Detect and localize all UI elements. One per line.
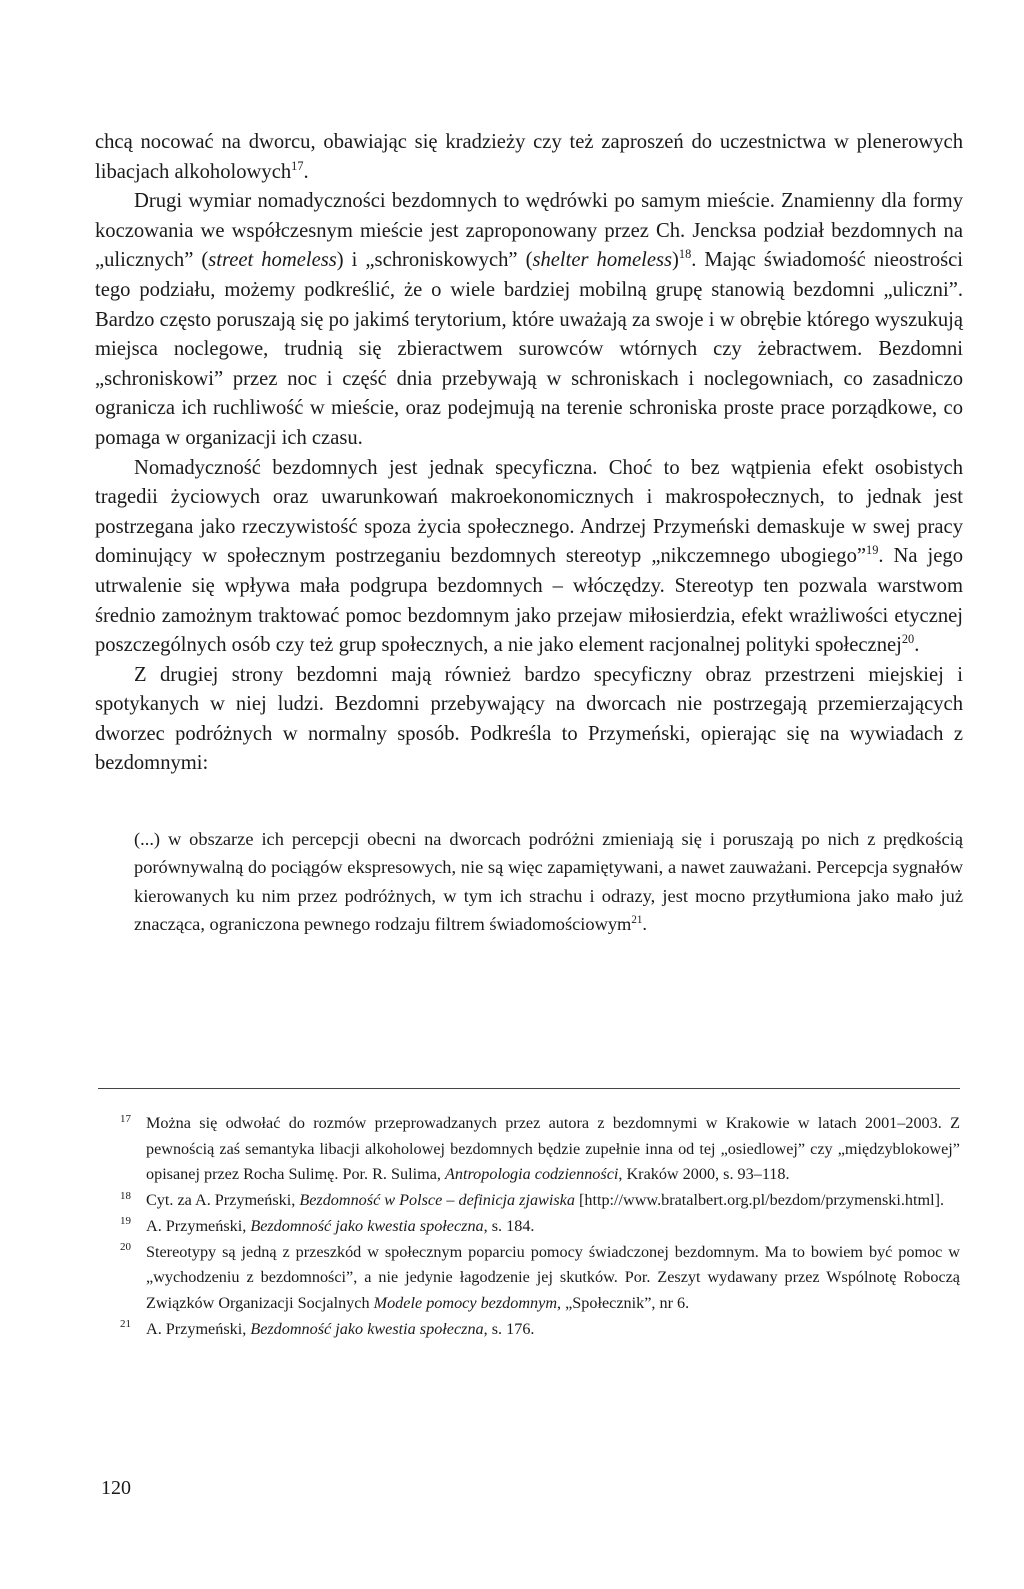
footnote-ref[interactable]: 19	[866, 543, 879, 558]
paragraph-3	[95, 454, 963, 661]
quote-body: .	[642, 914, 648, 935]
footnote-ref[interactable]: 17	[291, 158, 304, 173]
paragraph-text: . Mając świadomość nieostrości tego podziału, możemy podkreślić, że o wiele bardziej mobilną grupę stanowią bezdomni „uliczni”. Bardzo często poruszają się po jakimś terytorium, które uważają za swoje i w obrębie którego wyszukują miejsca noclegowe, trudnią się zbieractwem surowców wtórnych czy żebractwem. Bezdomni „schroniskowi” przez noc i część dnia przebywają w schroniskach i noclegowniach, co zasadniczo ogranicza ich ruchliwość w mieście, oraz podejmują na terenie schroniska proste prace porządkowe, co pomaga w organizacji ich czasu.	[95, 249, 963, 449]
paragraph-1	[95, 128, 963, 187]
footnote-title: Modele pomocy bezdomnym	[373, 1293, 558, 1312]
footnote-17: 17 Można się odwołać do rozmów przeprowadzanych przez autora z bezdomnymi w Krakowie w latach 2001–2003. Z pewnością zaś semantyka libacji alkoholowej bezdomnych będzie zupełnie inna od tej „osiedlowej” czy „międzyblokowej” opisanej przez Rocha Sulimę. Por. R. Sulima, Antropologia codzienności, Kraków 2000, s. 93–118.	[120, 1112, 960, 1184]
main-text	[95, 128, 963, 939]
paragraph-4: Z drugiej strony bezdomni mają również bardzo specyficzny obraz przestrzeni miejskiej i spotykanych w niej ludzi. Bezdomni przebywający na dworcach nie postrzegają przemierzających dworzec podróżnych w normalny sposób. Podkreśla to Przymeński, opierając się na wywiadach z bezdomnymi:	[95, 663, 963, 775]
paragraph-text: ) i „schroniskowych” (	[336, 249, 533, 272]
footnote-text: , Kraków 2000, s. 93–118.	[618, 1165, 790, 1184]
footnote-text: , s. 176.	[483, 1319, 535, 1338]
footnote-18: 18 Cyt. za A. Przymeński, Bezdomność w Polsce – definicja zjawiska [http://www.bratalbert.org.pl/bezdom/przymenski.html].	[120, 1189, 945, 1210]
footnote-text: A. Przymeński,	[146, 1319, 251, 1338]
block-quote	[95, 825, 963, 939]
quote-body: (...) w obszarze ich percepcji obecni na dworcach podróżni zmieniają się i poruszają po nich z prędkością porównywalną do pociągów ekspresowych, nie są więc zapamiętywani, a nawet zauważani. Percepcja sygnałów kierowanych ku nim przez podróżnych, w tym ich strachu i odrazy, jest mocno przytłumiona jako mało już znacząca, ograniczona pewnego rodzaju filtrem świadomościowym	[134, 829, 963, 935]
italic-term: street homeless	[208, 249, 337, 272]
footnote-text: , „Społecznik”, nr 6.	[557, 1293, 690, 1312]
footnote-20: 20 Stereotypy są jedną z przeszkód w społecznym poparciu pomocy świadczonej bezdomnym. Ma to bowiem być pomoc w „wychodzeniu z bezdomności”, a nie jedynie łagodzenie jej skutków. Por. Zeszyt wydawany przez Wspólnotę Roboczą Związków Organizacji Socjalnych Modele pomocy bezdomnym, „Społecznik”, nr 6.	[120, 1241, 960, 1312]
italic-term: shelter homeless	[532, 249, 673, 272]
footnote-text: Cyt. za A. Przymeński,	[146, 1191, 300, 1210]
paragraph-text: Drugi wymiar nomadyczności bezdomnych to wędrówki po samym mieście. Znamienny dla formy koczowania we współczesnym mieście jest zaproponowany przez Ch. Jencksa podział bezdomnych na „ulicznych” (	[95, 190, 963, 272]
paragraph-text: . Na jego utrwalenie się wpływa mała podgrupa bezdomnych – włóczędzy. Stereotyp ten pozwala warstwom średnio zamożnym traktować pomoc bezdomnym jako przejaw miłosierdzia, efekt wrażliwości etycznej poszczególnych osób czy też grup społecznych, a nie jako element racjonalnej polityki społecznej	[95, 545, 963, 657]
footnote-19: 19 A. Przymeński, Bezdomność jako kwestia społeczna, s. 184.	[120, 1215, 535, 1235]
footnote-divider	[98, 1088, 960, 1089]
footnote-title: Bezdomność jako kwestia społeczna	[250, 1319, 484, 1338]
paragraph-text: Nomadyczność bezdomnych jest jednak specyficzna. Choć to bez wątpienia efekt osobistych tragedii życiowych oraz uwarunkowań makroekonomicznych i makrospołecznych, to jednak jest postrzegana jako rzeczywistość spoza życia społecznego. Andrzej Przymeński demaskuje w swej pracy dominujący w społecznym postrzeganiu bezdomnych stereotyp „nikczemnego ubogiego”	[95, 456, 963, 568]
footnote-text: A. Przymeński,	[146, 1216, 251, 1235]
footnote-21: 21 A. Przymeński, Bezdomność jako kwestia społeczna, s. 176.	[120, 1318, 535, 1338]
footnote-ref[interactable]: 20	[901, 632, 915, 647]
quote-text	[134, 825, 963, 939]
paragraph-2	[95, 187, 963, 453]
footnote-title: Antropologia codzienności	[444, 1165, 619, 1184]
paragraph-text: chcą nocować na dworcu, obawiając się kradzieży czy też zaproszeń do uczestnictwa w plenerowych libacjach alkoholowych	[95, 131, 963, 183]
footnote-text: Stereotypy są jedną z przeszkód w społecznym poparciu pomocy świadczonej bezdomnym. Ma to bowiem być pomoc w „wychodzeniu z bezdomności”, a nie jedynie łagodzenie jej skutków. Por. Zeszyt wydawany przez Wspólnotę Roboczą Związków Organizacji Socjalnych	[146, 1242, 960, 1312]
paragraph-text: .	[914, 634, 920, 657]
paragraph-text: .	[303, 160, 309, 183]
footnote-text: Można się odwołać do rozmów przeprowadzanych przez autora z bezdomnymi w Krakowie w latach 2001–2003. Z pewnością zaś semantyka libacji alkoholowej bezdomnych będzie zupełnie inna od tej „osiedlowej” czy „międzyblokowej” opisanej przez Rocha Sulimę. Por. R. Sulima,	[146, 1114, 960, 1184]
footnote-link[interactable]: [http://www.bratalbert.org.pl/bezdom/przymenski.html].	[574, 1191, 945, 1210]
footnote-title: Bezdomność w Polsce – definicja zjawiska	[299, 1191, 575, 1210]
footnotes	[120, 1111, 960, 1342]
footnote-ref[interactable]: 21	[631, 914, 643, 927]
footnote-title: Bezdomność jako kwestia społeczna	[250, 1216, 484, 1235]
page-number: 120	[101, 1477, 131, 1499]
footnote-text: , s. 184.	[483, 1216, 535, 1235]
footnote-ref[interactable]: 18	[678, 247, 692, 262]
paragraph-text: )	[672, 249, 679, 272]
